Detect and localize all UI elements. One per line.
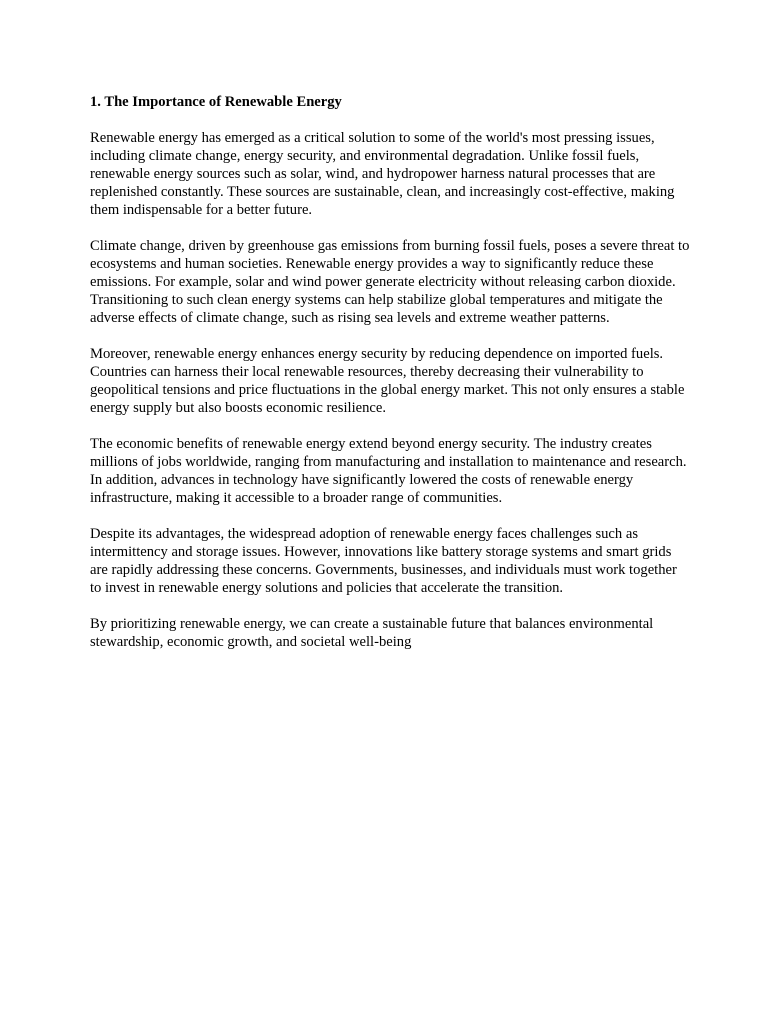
paragraph-energy-security: Moreover, renewable energy enhances energy security by reducing dependence on imported fuels. Countries can harness their local renewable resources, thereby decreasing their vulnerability to geopolitical tensions and price fluctuations in the global energy market. This not only ensures a stable energy supply but also boosts economic resilience.: [90, 346, 685, 416]
section-heading: 1. The Importance of Renewable Energy: [90, 94, 342, 110]
document-body: [90, 93, 690, 669]
paragraph-conclusion: By prioritizing renewable energy, we can create a sustainable future that balances environmental stewardship, economic growth, and societal well-being: [90, 616, 654, 650]
paragraph-climate-change: Climate change, driven by greenhouse gas emissions from burning fossil fuels, poses a severe threat to ecosystems and human societies. Renewable energy provides a way to significantly reduce these emissions. For example, solar and wind power generate electricity without releasing carbon dioxide. Transitioning to such clean energy systems can help stabilize global temperatures and mitigate the adverse effects of climate change, such as rising sea levels and extreme weather patterns.: [90, 238, 690, 326]
paragraph-introduction: Renewable energy has emerged as a critical solution to some of the world's most pressing issues, including climate change, energy security, and environmental degradation. Unlike fossil fuels, renewable energy sources such as solar, wind, and hydropower harness natural processes that are replenished constantly. These sources are sustainable, clean, and increasingly cost-effective, making them indispensable for a better future.: [90, 130, 675, 218]
paragraph-challenges: Despite its advantages, the widespread adoption of renewable energy faces challenges such as intermittency and storage issues. However, innovations like battery storage systems and smart grids are rapidly addressing these concerns. Governments, businesses, and individuals must work together to invest in renewable energy solutions and policies that accelerate the transition.: [90, 526, 677, 596]
paragraph-economic-benefits: The economic benefits of renewable energy extend beyond energy security. The industry creates millions of jobs worldwide, ranging from manufacturing and installation to maintenance and research. In addition, advances in technology have significantly lowered the costs of renewable energy infrastructure, making it accessible to a broader range of communities.: [90, 436, 687, 506]
